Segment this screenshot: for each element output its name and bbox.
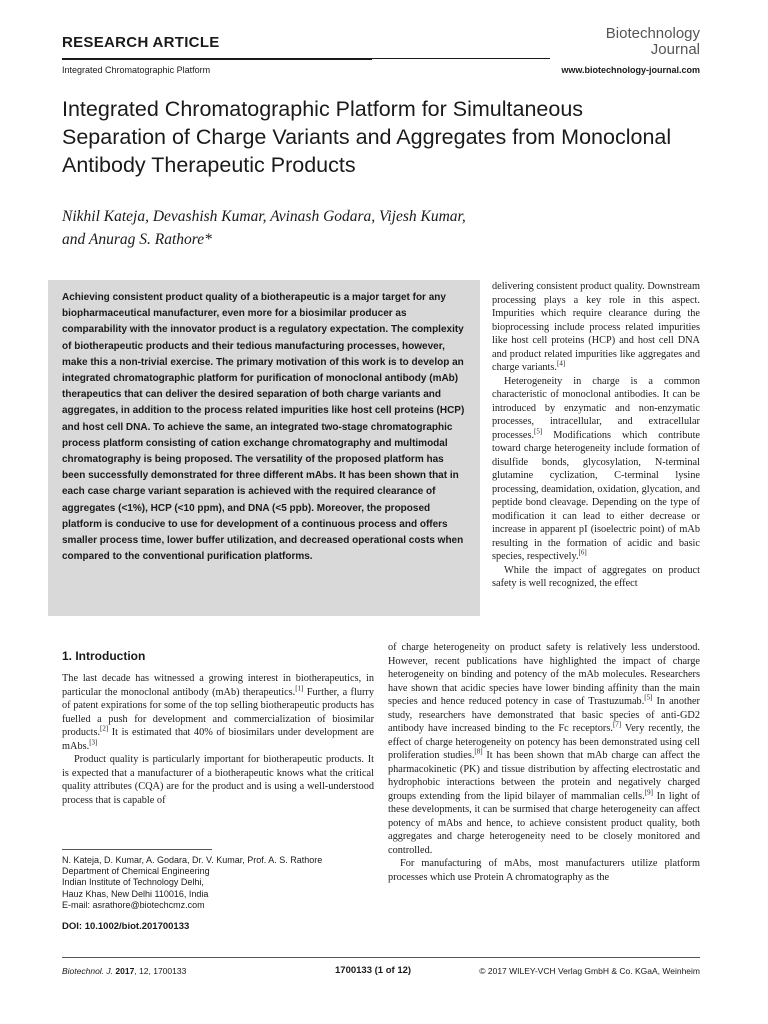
running-title: Integrated Chromatographic Platform (62, 65, 211, 75)
header-rule (62, 58, 372, 60)
copyright: © 2017 WILEY-VCH Verlag GmbH & Co. KGaA, Weinheim (479, 966, 700, 976)
paragraph: Heterogeneity in charge is a common characteristic of monoclonal antibodies. It can be introduced by enzymatic and non-enzymatic processes, intracellular, and extracellular processes.[5] Modifications which contribute toward charge heterogeneity include formation of disulfide bonds, glycosylation, N-terminal glutamine cyclization, C-terminal lysine processing, deamidation, oxidation, glycation, and peptide bond cleavage. Depending on the type of modification it can lead to either decrease or increase in apparent pI (isoelectric point) of mAb resulting in the formation of acidic and basic species, respectively.[6] (492, 375, 700, 562)
paragraph: Product quality is particularly important for biotherapeutic products. It is expected that a manufacturer of a biotherapeutic knows what the critical quality attributes (CQA) are for the product and is using a well-understood process that is capable of (62, 754, 374, 806)
affiliation-block (62, 855, 374, 911)
citation-ref[interactable]: [3] (89, 738, 98, 747)
citation-ref[interactable]: [7] (612, 720, 622, 729)
citation-ref[interactable]: [8] (474, 747, 483, 756)
footer-citation (62, 966, 186, 976)
paragraph: While the impact of aggregates on product safety is well recognized, the effect (492, 564, 700, 589)
affiliation-department: Department of Chemical Engineering (62, 866, 210, 877)
affiliation-address: Hauz Khas, New Delhi 110016, India (62, 888, 209, 899)
abstract-box (48, 280, 480, 616)
journal-logo-line2: Journal (650, 41, 700, 58)
abstract-text: Achieving consistent product quality of a biotherapeutic is a major target for any biopharmaceutical manufacturer, even more for a biosimilar producer as comparability with the innovator product is a regulatory expectation. The complexity of biotherapeutic products and their tedious manufacturing processes, however, make this a non-trivial exercise. The primary motivation of this work is to develop an integrated chromatographic platform for purification of monoclonal antibody (mAb) therapeutics that can deliver the desired separation of both charge variants and aggregates, in addition to the process related impurities like host cell proteins (HCP) and host cell DNA. To achieve the same, an integrated two-stage chromatographic process platform consisting of cation exchange chromatography and multimodal chromatography is being proposed. The versatility of the proposed platform has been successfully demonstrated for three different mAbs. It has been shown that in each case charge variant separation is achieved with the required clearance of aggregates (<1%), HCP (<10 ppm), and DNA (<5 ppb). Moreover, the proposed platform is conducive to use for development of a continuous process and offers smaller process time, lower buffer utilization, and decreased operational costs when compared to the conventional purification platforms. (62, 292, 465, 563)
citation-rest: , 12, 1700133 (134, 966, 187, 976)
affiliation-authors: N. Kateja, D. Kumar, A. Godara, Dr. V. Kumar, Prof. A. S. Rathore (62, 855, 323, 865)
left-column (62, 672, 374, 807)
citation-year: 2017 (115, 966, 135, 976)
authors-line-2: and Anurag S. Rathore* (62, 231, 212, 248)
author-list (62, 205, 562, 251)
footer-rule (62, 957, 700, 958)
affiliation-email[interactable]: E-mail: asrathore@biotechcmz.com (62, 899, 205, 910)
citation-journal: Biotechnol. J. (62, 966, 114, 976)
page-number: 1700133 (1 of 12) (335, 965, 412, 976)
citation-ref[interactable]: [5] (644, 693, 653, 702)
citation-ref[interactable]: [1] (295, 684, 304, 693)
paragraph: of charge heterogeneity on product safety is relatively less understood. However, recent publications have highlighted the impact of charge heterogeneity on binding and potency of the mAb molecules. Researchers have shown that acidic species have lower binding affinity than the main species and hence reduced potency in case of Trastuzumab.[5] In another study, researchers have demonstrated that basic species of anti-GD2 antibody have increased binding to the Fc receptors.[7] Very recently, the effect of charge heterogeneity on potency has been demonstrated using cell proliferation studies.[8] It has been shown that mAb charge can affect the pharmacokinetic (PK) and tissue distribution by affecting electrostatic and hydrophobic interactions between the protein and negatively charged groups extending from the lipid bilayer of mammalian cells.[9] In light of these developments, it can be surmised that charge heterogeneity can affect potency of mAbs and hence, to achieve consistent product quality, both aggregates and charge heterogeneity need to be closely monitored and controlled. (388, 642, 701, 856)
article-title: Integrated Chromatographic Platform for Simultaneous Separation of Charge Variants and Aggregates from Monoclonal Antibody Therapeutic Products (62, 97, 672, 177)
paragraph: For manufacturing of mAbs, most manufacturers utilize platform processes which use Protein A chromatography as the (388, 858, 700, 883)
paragraph: delivering consistent product quality. Downstream processing plays a key role in this aspect. Impurities which require clearance during the bioprocessing include process related impurities like host cell proteins (HCP) and host cell DNA and product related impurities like aggregates and charge variants.[4] (492, 281, 700, 373)
journal-url[interactable]: www.biotechnology-journal.com (561, 65, 700, 75)
authors-line-1: Nikhil Kateja, Devashish Kumar, Avinash Godara, Vijesh Kumar, (62, 208, 466, 225)
paragraph: The last decade has witnessed a growing interest in biotherapeutics, in particular the monoclonal antibody (mAb) therapeutics.[1] Further, a flurry of patent expirations for some of the top selling biotherapeutic products has fuelled a push for development and commercialization of biosimilar products.[2] It is estimated that 40% of biosimilars under development are mAbs.[3] (62, 673, 374, 752)
citation-ref[interactable]: [4] (557, 359, 566, 368)
header-rule-thin (372, 58, 550, 59)
section-label: RESEARCH ARTICLE (62, 34, 220, 51)
affiliation-institute: Indian Institute of Technology Delhi, (62, 877, 204, 888)
citation-ref[interactable]: [2] (100, 724, 109, 733)
journal-logo-line1: Biotechnology (605, 25, 700, 42)
section-heading-introduction: 1. Introduction (62, 649, 146, 663)
citation-ref[interactable]: [9] (644, 788, 653, 797)
affiliation-rule (62, 849, 212, 850)
citation-ref[interactable]: [5] (534, 427, 543, 436)
citation-ref[interactable]: [6] (578, 548, 587, 557)
doi-link[interactable]: DOI: 10.1002/biot.201700133 (62, 921, 190, 932)
right-column-lower (388, 641, 700, 884)
right-column (492, 280, 700, 591)
journal-logo (606, 26, 700, 58)
